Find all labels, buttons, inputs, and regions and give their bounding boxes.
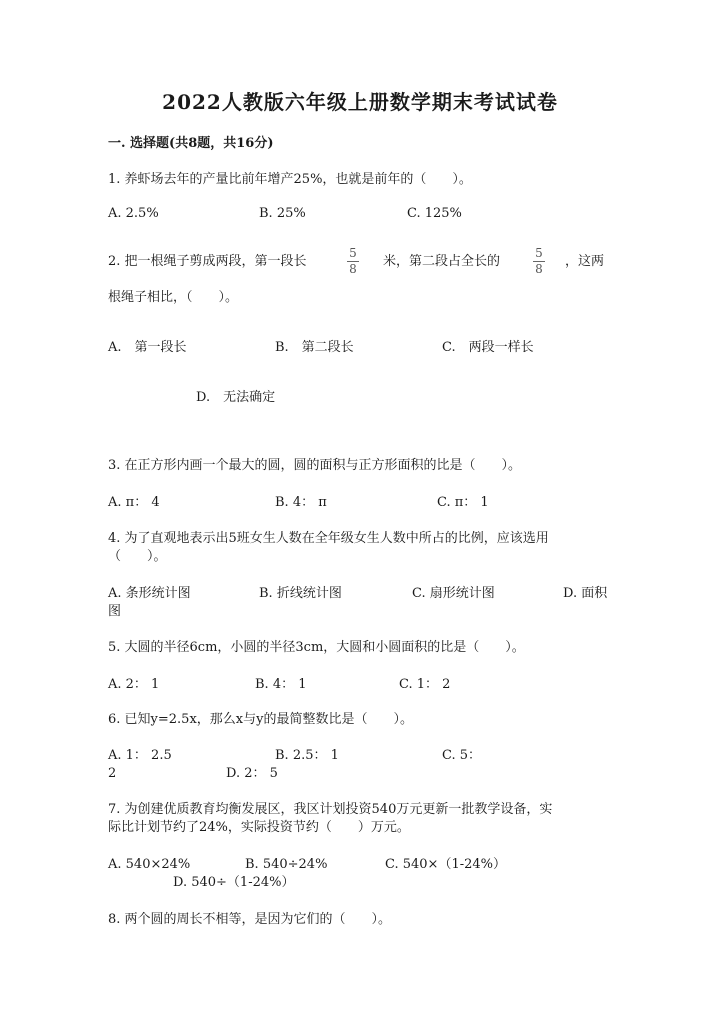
fraction-1: [345, 247, 361, 276]
q7-option-c: C. 540×（1-24%）: [385, 857, 507, 872]
q7-option-b: B. 540÷24%: [245, 857, 328, 872]
question-2-part1: 2. 把一根绳子剪成两段，第一段长: [108, 254, 307, 269]
q6-option-c-wrap: 2: [108, 766, 117, 781]
q4-option-d-wrap: 图: [108, 604, 122, 619]
fraction-2-numerator: 5: [535, 246, 543, 260]
q6-option-d: D. 2： 5: [226, 766, 278, 781]
q5-option-a: A. 2： 1: [108, 677, 160, 692]
question-4-line2: （ ）。: [108, 549, 167, 564]
q5-option-b: B. 4： 1: [255, 677, 307, 692]
question-2-line2: 根绳子相比，（ ）。: [108, 290, 239, 305]
q1-option-c: C. 125%: [407, 206, 462, 221]
question-7-line1: 7. 为创建优质教育均衡发展区，我区计划投资540万元更新一批教学设备，实: [108, 802, 553, 817]
page-title: 2022人教版六年级上册数学期末考试试卷: [162, 90, 558, 114]
fraction-2-denominator: 8: [535, 262, 543, 276]
q7-option-d: D. 540÷（1-24%）: [173, 875, 295, 890]
q2-option-d: D. 无法确定: [196, 390, 276, 405]
q2-option-c: C. 两段一样长: [442, 340, 534, 355]
question-6: 6. 已知y=2.5x，那么x与y的最简整数比是（ ）。: [108, 712, 413, 727]
fraction-1-denominator: 8: [349, 262, 357, 276]
q4-option-b: B. 折线统计图: [259, 586, 342, 601]
fraction-1-numerator: 5: [349, 246, 357, 260]
q6-option-c: C. 5：: [442, 748, 482, 763]
q6-option-b: B. 2.5： 1: [275, 748, 339, 763]
q4-option-d: D. 面积: [563, 586, 608, 601]
question-1: 1. 养虾场去年的产量比前年增产25%，也就是前年的（ ）。: [108, 172, 472, 187]
question-2-part3: ，这两: [565, 254, 605, 269]
q3-option-b: B. 4： π: [275, 495, 327, 510]
q5-option-c: C. 1： 2: [399, 677, 451, 692]
q2-option-a: A. 第一段长: [108, 340, 187, 355]
q3-option-a: A. π： 4: [108, 495, 160, 510]
question-4-line1: 4. 为了直观地表示出5班女生人数在全年级女生人数中所占的比例，应该选用: [108, 531, 549, 546]
question-5: 5. 大圆的半径6cm，小圆的半径3cm，大圆和小圆面积的比是（ ）。: [108, 640, 525, 655]
q6-option-a: A. 1： 2.5: [108, 748, 172, 763]
q3-option-c: C. π： 1: [437, 495, 489, 510]
question-7-line2: 际比计划节约了24%，实际投资节约（ ）万元。: [108, 820, 410, 835]
q2-option-b: B. 第二段长: [275, 340, 354, 355]
question-3: 3. 在正方形内画一个最大的圆，圆的面积与正方形面积的比是（ ）。: [108, 458, 522, 473]
question-8: 8. 两个圆的周长不相等，是因为它们的（ ）。: [108, 912, 392, 927]
question-2-part2: 米，第二段占全长的: [383, 254, 501, 269]
q7-option-a: A. 540×24%: [108, 857, 191, 872]
q4-option-c: C. 扇形统计图: [412, 586, 495, 601]
q1-option-b: B. 25%: [259, 206, 306, 221]
q4-option-a: A. 条形统计图: [108, 586, 191, 601]
q1-option-a: A. 2.5%: [108, 206, 159, 221]
fraction-2: [531, 247, 547, 276]
section-heading: 一. 选择题(共8题，共16分): [108, 136, 274, 151]
